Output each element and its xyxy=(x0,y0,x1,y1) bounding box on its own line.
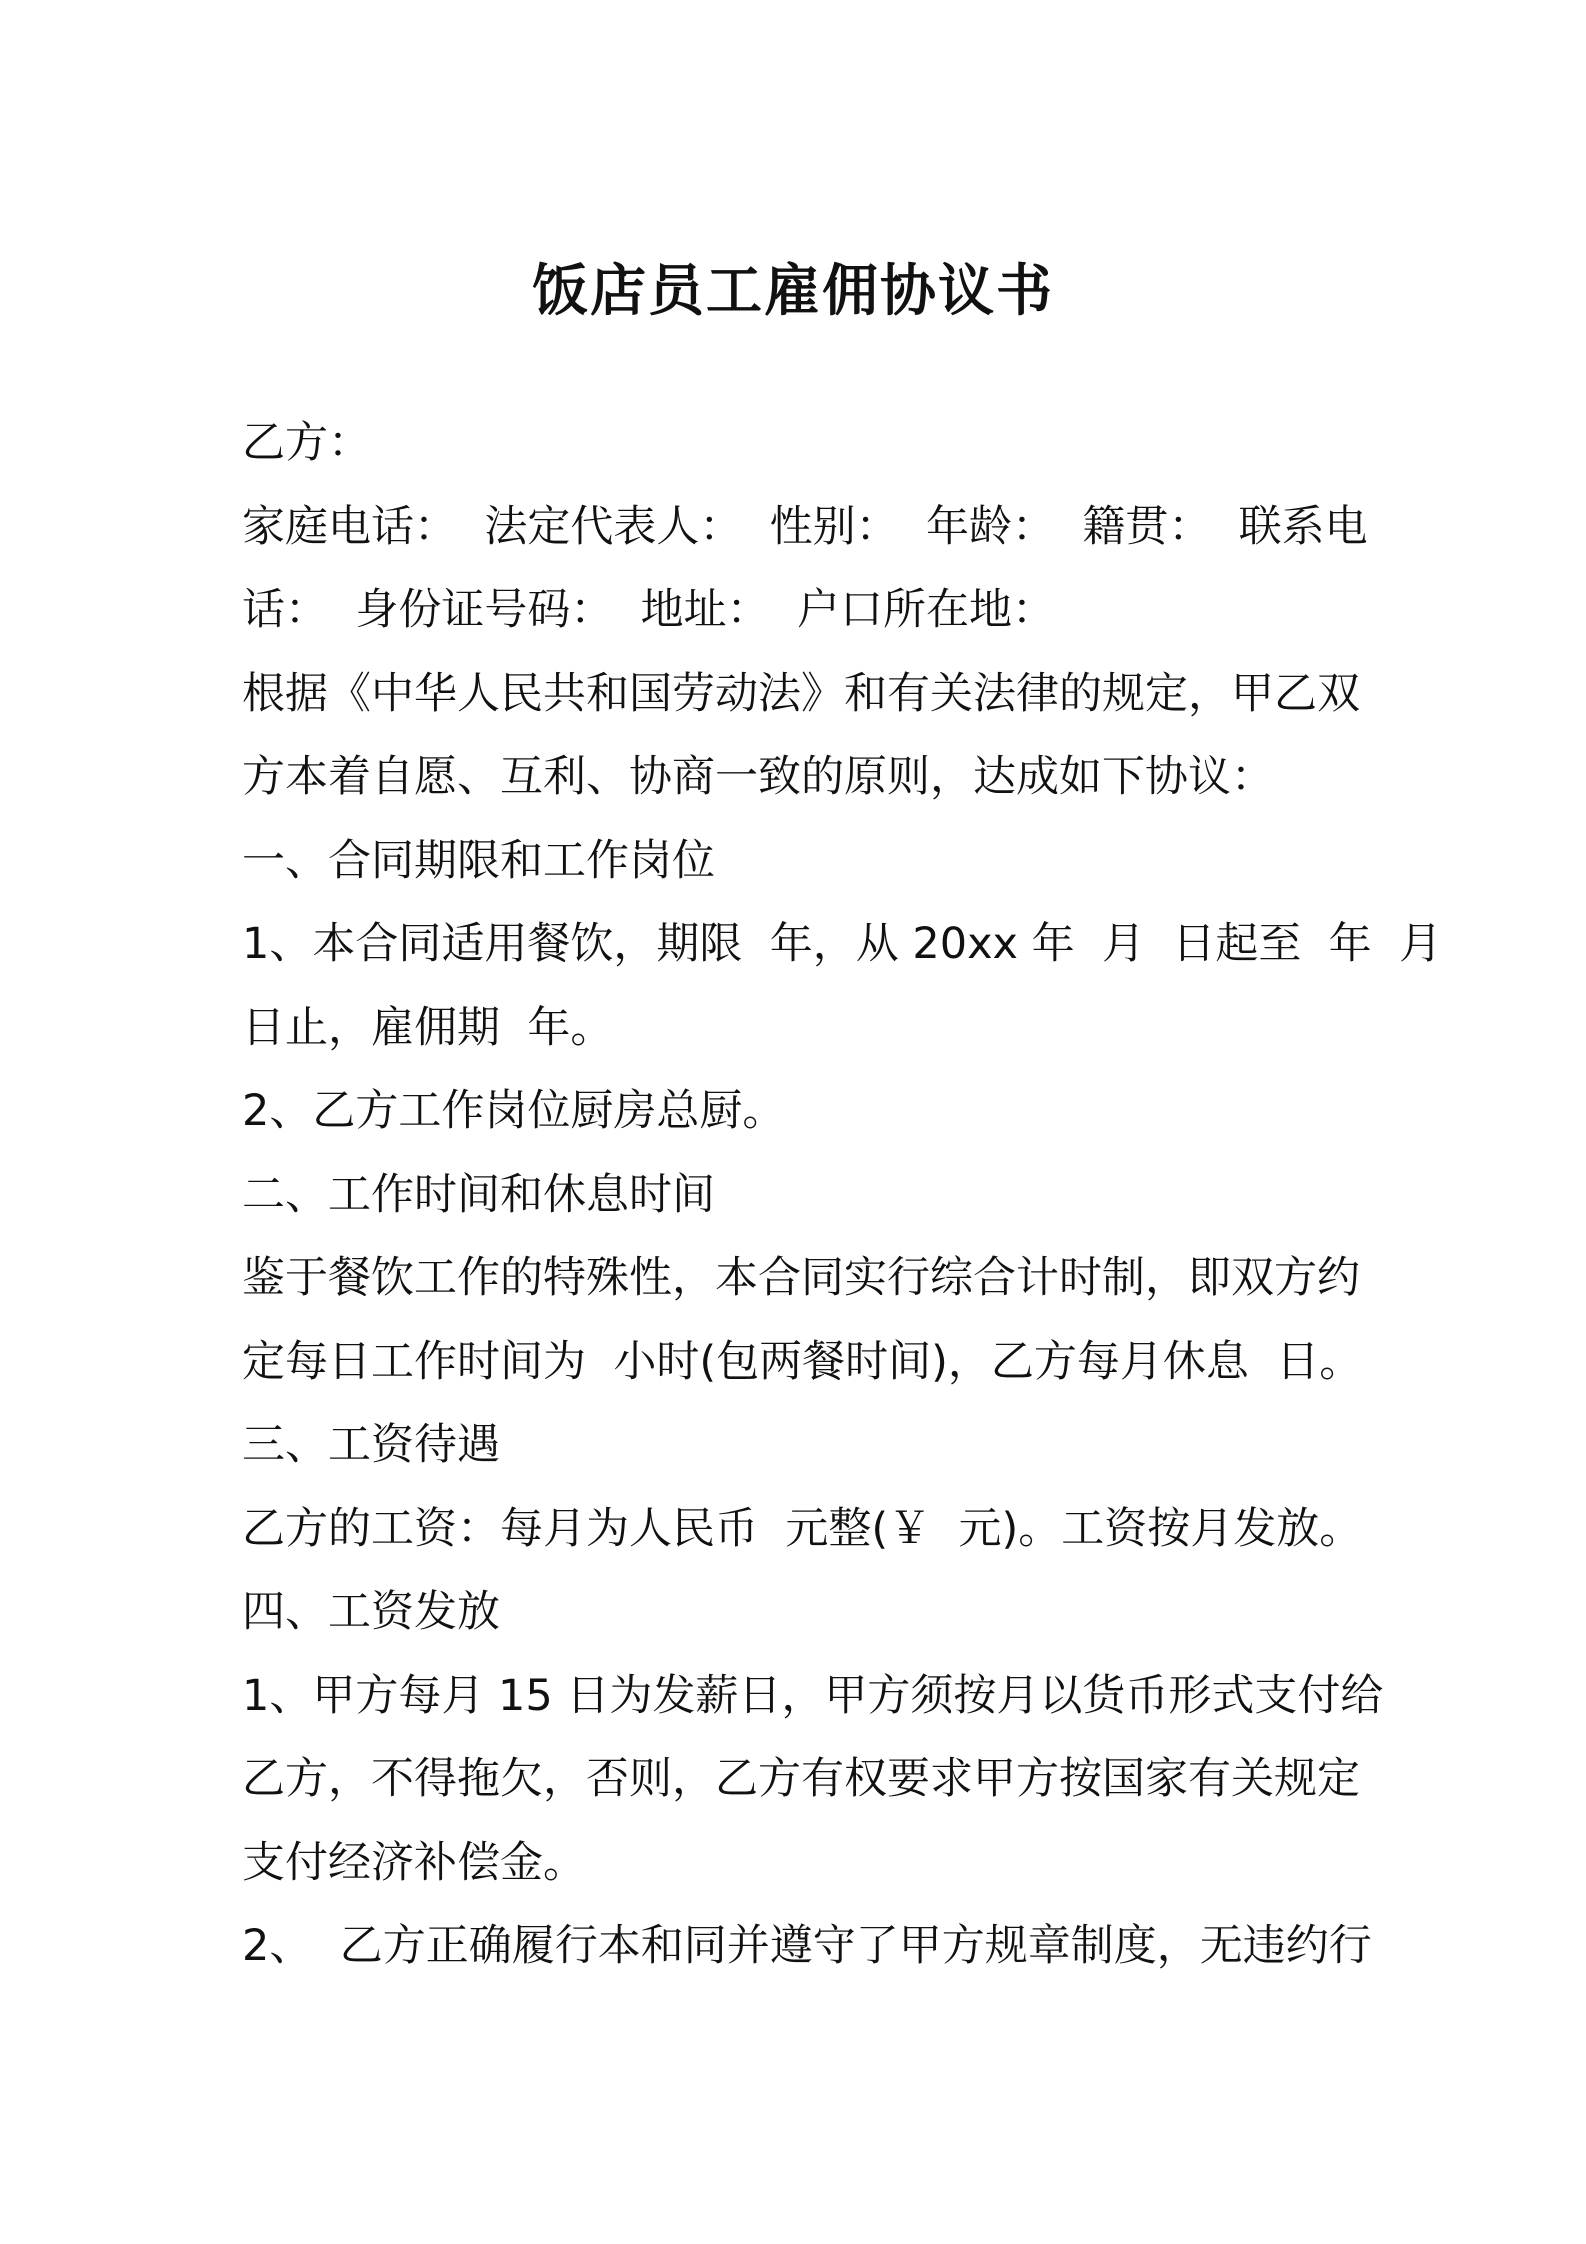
clause-3: 乙方的工资：每月为人民币 元整(￥ 元)。工资按月发放。 xyxy=(242,1503,1363,1554)
party-b-info-line-2: 话： 身份证号码： 地址： 户口所在地： xyxy=(242,585,1056,635)
clause-1-1-line-1: 1、本合同适用餐饮，期限 年，从 20xx 年 月 日起至 年 月 xyxy=(242,919,1442,969)
section-heading-2: 二、工作时间和休息时间 xyxy=(242,1169,715,1220)
clause-2-line-2: 定每日工作时间为 小时(包两餐时间)，乙方每月休息 日。 xyxy=(242,1336,1363,1387)
preamble-line-1: 根据《中华人民共和国劳动法》和有关法律的规定，甲乙双 xyxy=(242,668,1360,719)
clause-4-2-line-1: 2、 乙方正确履行本和同并遵守了甲方规章制度，无违约行 xyxy=(242,1921,1372,1971)
document-body xyxy=(242,402,1442,1989)
section-heading-4: 四、工资发放 xyxy=(242,1587,500,1637)
clause-4-1-line-3: 支付经济补偿金。 xyxy=(242,1837,586,1888)
party-b-info-line-1: 家庭电话： 法定代表人： 性别： 年龄： 籍贯： 联系电 xyxy=(242,501,1368,552)
clause-1-2: 2、乙方工作岗位厨房总厨。 xyxy=(242,1086,786,1136)
clause-4-1-line-2: 乙方，不得拖欠，否则，乙方有权要求甲方按国家有关规定 xyxy=(242,1754,1360,1804)
preamble-line-2: 方本着自愿、互利、协商一致的原则，达成如下协议： xyxy=(242,752,1274,802)
clause-4-1-line-1: 1、甲方每月 15 日为发薪日，甲方须按月以货币形式支付给 xyxy=(242,1670,1384,1721)
section-heading-3: 三、工资待遇 xyxy=(242,1420,500,1470)
clause-1-1-line-2: 日止，雇佣期 年。 xyxy=(242,1002,614,1053)
clause-2-line-1: 鉴于餐饮工作的特殊性，本合同实行综合计时制，即双方约 xyxy=(242,1253,1360,1303)
party-b-label: 乙方： xyxy=(242,418,371,468)
section-heading-1: 一、合同期限和工作岗位 xyxy=(242,835,715,886)
document-title: 饭店员工雇佣协议书 xyxy=(532,259,1054,324)
